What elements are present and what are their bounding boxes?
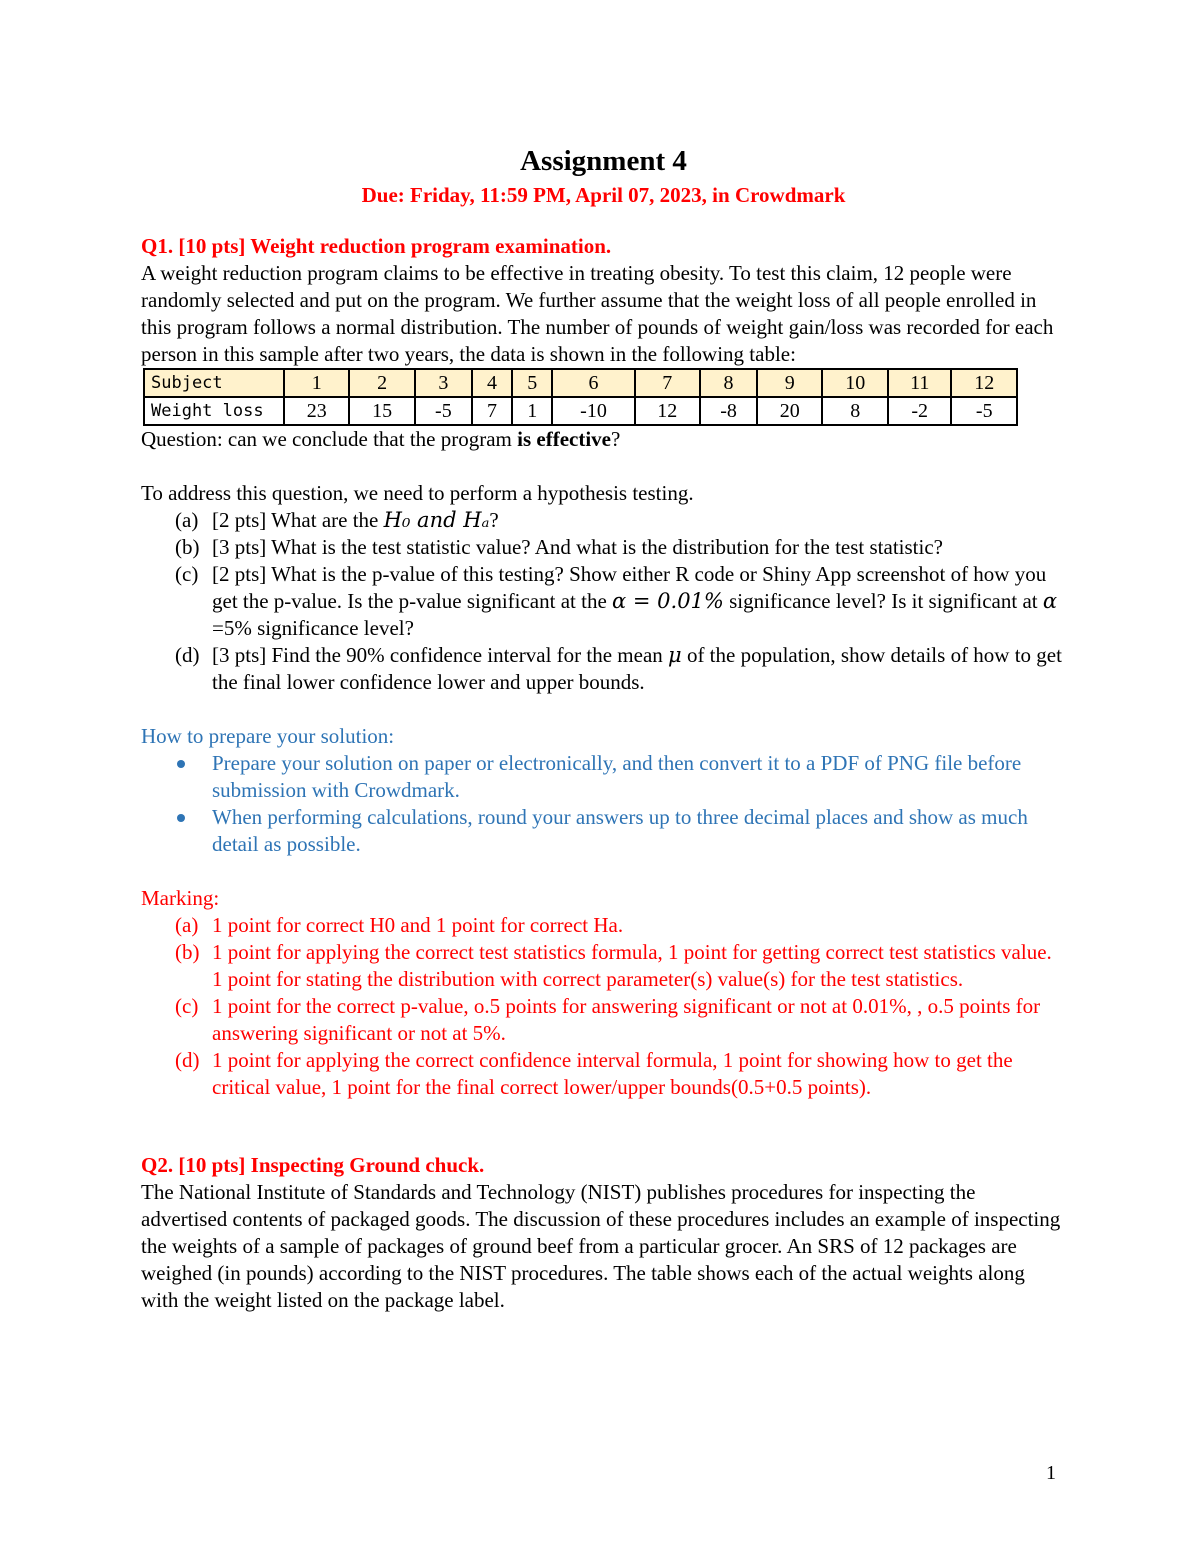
part-text: of the population, show details of how to get the final lower confidence lower and upper bounds. xyxy=(212,643,1062,694)
math-expression: μ xyxy=(668,643,682,667)
table-cell: 20 xyxy=(757,397,822,425)
bullet-text: Prepare your solution on paper or electronically, and then convert it to a PDF of PNG file before submission with Crowdmark. xyxy=(212,751,1022,802)
page-content xyxy=(141,144,1066,1314)
bullet-icon xyxy=(177,760,185,768)
list-item xyxy=(141,561,1066,642)
table-cell: 23 xyxy=(284,397,349,425)
question-text: Question: can we conclude that the program xyxy=(141,427,518,451)
part-text: =5% significance level? xyxy=(212,616,414,640)
table-cell: -2 xyxy=(888,397,952,425)
marking-text: 1 point for the correct p-value, o.5 points for answering significant or not at 0.01%, , o.5 points for answering significant or not at 5%. xyxy=(212,994,1041,1045)
q2-text: The National Institute of Standards and Technology (NIST) publishes procedures for inspecting the advertised contents of packaged goods. The discussion of these procedures includes an example of inspecting the weights of a sample of packages of ground beef from a particular grocer. An SRS of 12 packages are weighed (in pounds) according to the NIST procedures. The table shows each of the actual weights along with the weight listed on the package label. xyxy=(141,1180,1061,1312)
table-cell: 3 xyxy=(415,369,472,397)
table-cell: -10 xyxy=(552,397,634,425)
q1-parts xyxy=(141,507,1066,696)
marking-text: 1 point for correct H0 and 1 point for correct Ha. xyxy=(212,913,624,937)
table-cell: 7 xyxy=(472,397,512,425)
marking-items xyxy=(141,912,1066,1101)
part-text: [3 pts] Find the 90% confidence interval for the mean xyxy=(212,643,669,667)
table-cell: 8 xyxy=(700,369,757,397)
table-cell: 10 xyxy=(822,369,887,397)
table-cell: 11 xyxy=(888,369,952,397)
list-item xyxy=(141,642,1066,696)
marking-text: 1 point for applying the correct test statistics formula, 1 point for getting correct test statistics value. 1 point for stating the distribution with correct parameter(s) value(s) for the test statistics. xyxy=(212,940,1052,991)
bullet-icon xyxy=(177,814,185,822)
part-label: (b) xyxy=(175,535,200,559)
table-cell-label: Weight loss xyxy=(144,397,284,425)
table-cell: 1 xyxy=(284,369,349,397)
table-cell: 7 xyxy=(635,369,700,397)
part-label: (a) xyxy=(175,508,199,532)
table-row-subject xyxy=(144,369,1017,397)
table-cell: 8 xyxy=(822,397,887,425)
part-label: (d) xyxy=(175,1048,200,1072)
list-item xyxy=(141,939,1066,993)
list-item xyxy=(141,993,1066,1047)
table-cell: -8 xyxy=(700,397,757,425)
table-cell: 15 xyxy=(349,397,414,425)
prep-heading: How to prepare your solution: xyxy=(141,724,395,748)
table-cell: -5 xyxy=(415,397,472,425)
table-cell: 1 xyxy=(512,397,552,425)
question-end: ? xyxy=(610,427,621,451)
list-item xyxy=(141,804,1066,858)
q1-intro: A weight reduction program claims to be effective in treating obesity. To test this claim, 12 people were randomly selected and put on the program. We further assume that the weight loss of all people enrolled in this program follows a normal distribution. The number of pounds of weight gain/loss was recorded for each person in this sample after two years, the data is shown in the following table: xyxy=(141,261,1054,366)
list-item xyxy=(141,1047,1066,1101)
list-item xyxy=(141,534,1066,561)
prep-bullets xyxy=(141,750,1066,858)
table-cell: 4 xyxy=(472,369,512,397)
part-text: [2 pts] What is the p-value of this testing? Show either R code or Shiny App screenshot of how you get the p-value. Is the p-value significant at the xyxy=(212,562,1047,613)
part-label: (c) xyxy=(175,994,199,1018)
table-cell: 12 xyxy=(951,369,1017,397)
math-expression: H₀ and Hₐ xyxy=(383,508,490,532)
table-cell-label: Subject xyxy=(144,369,284,397)
marking-text: 1 point for applying the correct confidence interval formula, 1 point for showing how to get the critical value, 1 point for the final correct lower/upper bounds(0.5+0.5 points). xyxy=(212,1048,1013,1099)
part-label: (d) xyxy=(175,643,200,667)
table-row-weight-loss xyxy=(144,397,1017,425)
q1-heading: Q1. [10 pts] Weight reduction program examination. xyxy=(141,234,612,258)
page-number: 1 xyxy=(1046,1462,1056,1484)
table-cell: 9 xyxy=(757,369,822,397)
part-text: [2 pts] What are the xyxy=(212,508,384,532)
weight-loss-table xyxy=(143,368,1018,426)
math-expression: α xyxy=(1042,589,1058,613)
part-label: (b) xyxy=(175,940,200,964)
list-item xyxy=(141,750,1066,804)
document-title: Assignment 4 xyxy=(520,145,687,177)
table-cell: 6 xyxy=(552,369,634,397)
table-cell: 12 xyxy=(635,397,700,425)
table-cell: 2 xyxy=(349,369,414,397)
table-cell: -5 xyxy=(951,397,1017,425)
q1-question xyxy=(141,426,1066,453)
part-text: significance level? Is it significant at xyxy=(723,589,1043,613)
q2-heading: Q2. [10 pts] Inspecting Ground chuck. xyxy=(141,1153,485,1177)
list-item xyxy=(141,507,1066,534)
marking-heading: Marking: xyxy=(141,886,220,910)
due-date: Due: Friday, 11:59 PM, April 07, 2023, in Crowdmark xyxy=(361,183,846,207)
list-item xyxy=(141,912,1066,939)
q1-address: To address this question, we need to perform a hypothesis testing. xyxy=(141,481,694,505)
part-text: [3 pts] What is the test statistic value? And what is the distribution for the test statistic? xyxy=(212,535,943,559)
part-label: (a) xyxy=(175,913,199,937)
part-text: ? xyxy=(489,508,499,532)
math-expression: α = 0.01% xyxy=(612,589,724,613)
bullet-text: When performing calculations, round your answers up to three decimal places and show as much detail as possible. xyxy=(212,805,1028,856)
question-emphasis: is effective xyxy=(517,427,611,451)
table-cell: 5 xyxy=(512,369,552,397)
part-label: (c) xyxy=(175,562,199,586)
